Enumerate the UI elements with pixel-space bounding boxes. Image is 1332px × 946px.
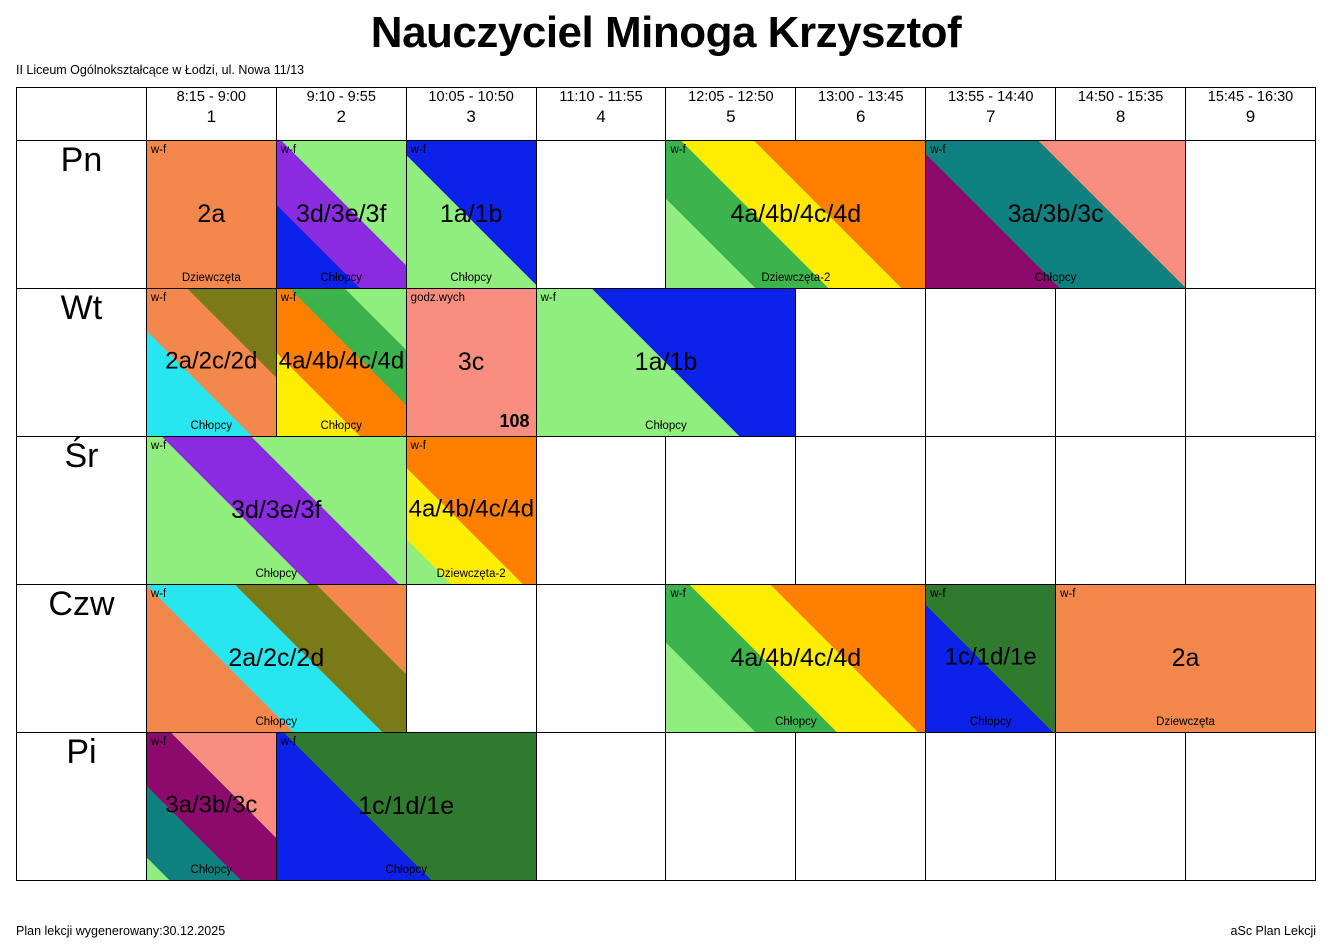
subject-tag: w-f <box>280 291 297 304</box>
subject-tag: w-f <box>150 735 167 748</box>
slot-czw-8[interactable] <box>1056 584 1316 732</box>
subject-tag: w-f <box>280 143 297 156</box>
period-header-9 <box>1186 87 1316 140</box>
group-name: Dziewczęta <box>181 271 241 284</box>
lesson-card[interactable] <box>537 289 796 436</box>
slot-pn-3[interactable] <box>406 140 536 288</box>
subject-tag: w-f <box>150 291 167 304</box>
slot-pi-8[interactable] <box>1056 732 1186 880</box>
period-header-3 <box>406 87 536 140</box>
period-time: 9:10 - 9:55 <box>306 88 376 105</box>
period-number: 1 <box>206 106 217 126</box>
subject-tag: w-f <box>930 587 946 600</box>
lesson-card[interactable] <box>147 141 276 288</box>
slot-pn-2[interactable] <box>276 140 406 288</box>
group-name: Dziewczęta <box>1156 715 1215 728</box>
class-names: 2a/2c/2d <box>228 644 325 673</box>
class-names: 3c <box>457 348 485 377</box>
slot-wt-7[interactable] <box>926 288 1056 436</box>
class-names: 1a/1b <box>439 200 503 229</box>
slot-czw-1[interactable] <box>146 584 406 732</box>
slot-sr-7[interactable] <box>926 436 1056 584</box>
class-names: 2a/2c/2d <box>165 347 258 375</box>
day-row-monday <box>17 140 1316 288</box>
slot-sr-9[interactable] <box>1186 436 1316 584</box>
day-row-tuesday <box>17 288 1316 436</box>
class-names: 1c/1d/1e <box>944 643 1037 671</box>
slot-czw-5[interactable] <box>666 584 926 732</box>
lesson-card[interactable] <box>666 585 925 732</box>
group-name: Chłopcy <box>320 419 362 432</box>
slot-sr-6[interactable] <box>796 436 926 584</box>
slot-sr-4[interactable] <box>536 436 666 584</box>
lesson-card[interactable] <box>147 437 406 584</box>
period-time: 11:10 - 11:55 <box>559 88 643 105</box>
slot-wt-6[interactable] <box>796 288 926 436</box>
period-number: 2 <box>336 106 346 126</box>
subject-tag: w-f <box>280 735 297 748</box>
slot-sr-1[interactable] <box>146 436 406 584</box>
subject-tag: w-f <box>150 143 167 156</box>
group-name: Chłopcy <box>255 715 298 728</box>
software-credit: aSc Plan Lekcji <box>1230 924 1316 938</box>
slot-pi-7[interactable] <box>926 732 1056 880</box>
slot-pi-1[interactable] <box>146 732 276 880</box>
subject-tag: godz.wych <box>410 291 466 304</box>
period-time: 10:05 - 10:50 <box>428 88 514 105</box>
class-names: 2a <box>1171 644 1200 673</box>
class-names: 3a/3b/3c <box>165 791 258 819</box>
generated-date: Plan lekcji wygenerowany:30.12.2025 <box>16 924 226 938</box>
day-label-monday: Pn <box>17 140 147 288</box>
slot-pn-5[interactable] <box>666 140 926 288</box>
period-number: 9 <box>1245 106 1256 126</box>
group-name: Chłopcy <box>775 715 817 728</box>
slot-pi-6[interactable] <box>796 732 926 880</box>
period-header-6 <box>796 87 926 140</box>
period-time: 12:05 - 12:50 <box>688 88 774 105</box>
period-header-7 <box>926 87 1056 140</box>
class-names: 3d/3e/3f <box>231 496 322 525</box>
slot-wt-9[interactable] <box>1186 288 1316 436</box>
slot-wt-8[interactable] <box>1056 288 1186 436</box>
subject-tag: w-f <box>410 143 427 156</box>
slot-pn-4[interactable] <box>536 140 666 288</box>
day-label-tuesday: Wt <box>17 288 147 436</box>
period-header-5 <box>666 87 796 140</box>
lesson-card[interactable] <box>407 141 536 288</box>
class-names: 4a/4b/4c/4d <box>408 495 535 523</box>
day-row-friday <box>17 732 1316 880</box>
class-names: 4a/4b/4c/4d <box>730 644 862 673</box>
lesson-card[interactable] <box>926 141 1185 288</box>
group-name: Chłopcy <box>190 863 233 876</box>
day-label-wednesday: Śr <box>17 436 147 584</box>
group-name: Chłopcy <box>969 715 1012 728</box>
subject-tag: w-f <box>150 587 167 600</box>
period-header-2 <box>276 87 406 140</box>
lesson-card[interactable] <box>407 437 536 584</box>
day-label-thursday: Czw <box>17 584 147 732</box>
subject-tag: w-f <box>150 439 167 452</box>
period-header-1 <box>146 87 276 140</box>
group-name: Dziewczęta-2 <box>761 271 831 284</box>
subject-tag: w-f <box>540 291 556 304</box>
period-number: 5 <box>726 106 736 126</box>
period-header-8 <box>1056 87 1186 140</box>
day-label-friday: Pi <box>17 732 147 880</box>
slot-pn-1[interactable] <box>146 140 276 288</box>
class-names: 2a <box>197 200 226 229</box>
slot-wt-1[interactable] <box>146 288 276 436</box>
slot-czw-3[interactable] <box>406 584 536 732</box>
period-time: 14:50 - 15:35 <box>1077 88 1164 105</box>
room-number: 108 <box>499 410 530 431</box>
group-name: Chłopcy <box>255 567 298 580</box>
class-names: 4a/4b/4c/4d <box>278 347 405 375</box>
slot-pi-2[interactable] <box>276 732 536 880</box>
slot-pn-9[interactable] <box>1186 140 1316 288</box>
group-name: Chłopcy <box>190 419 233 432</box>
page-title: Nauczyciel Minoga Krzysztof <box>370 8 962 57</box>
timetable <box>16 87 1316 881</box>
lesson-card[interactable] <box>147 289 276 436</box>
period-time: 13:55 - 14:40 <box>947 88 1034 105</box>
lesson-color-wrap[interactable] <box>277 289 406 436</box>
day-row-wednesday <box>17 436 1316 584</box>
slot-wt-3[interactable] <box>406 288 536 436</box>
lesson-card[interactable] <box>147 733 276 880</box>
period-number: 4 <box>596 106 606 126</box>
group-name: Chłopcy <box>1034 271 1077 284</box>
lesson-card[interactable] <box>147 585 406 732</box>
subject-tag: w-f <box>930 143 946 156</box>
slot-pi-5[interactable] <box>666 732 796 880</box>
day-row-thursday <box>17 584 1316 732</box>
period-time: 13:00 - 13:45 <box>818 88 904 105</box>
subject-tag: w-f <box>410 439 427 452</box>
period-number: 7 <box>985 106 996 126</box>
slot-pi-9[interactable] <box>1186 732 1316 880</box>
slot-czw-7[interactable] <box>926 584 1056 732</box>
period-number: 3 <box>466 106 476 126</box>
period-time: 15:45 - 16:30 <box>1207 88 1294 105</box>
class-names: 1c/1d/1e <box>358 792 455 821</box>
slot-sr-3[interactable] <box>406 436 536 584</box>
slot-pn-7[interactable] <box>926 140 1186 288</box>
group-name: Chłopcy <box>645 419 687 432</box>
slot-sr-8[interactable] <box>1056 436 1186 584</box>
lesson-card[interactable] <box>666 141 925 288</box>
group-name: Chłopcy <box>385 863 427 876</box>
slot-sr-5[interactable] <box>666 436 796 584</box>
slot-wt-4[interactable] <box>536 288 796 436</box>
lesson-card[interactable] <box>926 585 1055 732</box>
header-row <box>17 87 1316 140</box>
lesson-card[interactable] <box>1056 585 1315 732</box>
corner-cell <box>17 87 147 140</box>
period-number: 8 <box>1115 106 1126 126</box>
subject-tag: w-f <box>670 587 686 600</box>
group-name: Chłopcy <box>320 271 362 284</box>
slot-wt-2[interactable] <box>276 288 406 436</box>
lesson-card[interactable] <box>277 141 406 288</box>
class-names: 4a/4b/4c/4d <box>730 200 862 229</box>
period-header-4 <box>536 87 666 140</box>
footer <box>16 924 1316 938</box>
class-names: 3d/3e/3f <box>296 200 387 229</box>
lesson-card[interactable] <box>407 289 536 436</box>
class-names: 1a/1b <box>634 348 698 377</box>
period-time: 8:15 - 9:00 <box>176 88 246 105</box>
slot-czw-4[interactable] <box>536 584 666 732</box>
subject-tag: w-f <box>670 143 686 156</box>
lesson-card[interactable] <box>277 733 536 880</box>
school-subtitle: II Liceum Ogólnokształcące w Łodzi, ul. Nowa 11/13 <box>16 62 305 77</box>
group-name: Dziewczęta-2 <box>436 567 506 580</box>
period-number: 6 <box>856 106 866 126</box>
group-name: Chłopcy <box>450 271 492 284</box>
class-names: 3a/3b/3c <box>1007 200 1104 229</box>
slot-pi-4[interactable] <box>536 732 666 880</box>
subject-tag: w-f <box>1060 587 1076 600</box>
